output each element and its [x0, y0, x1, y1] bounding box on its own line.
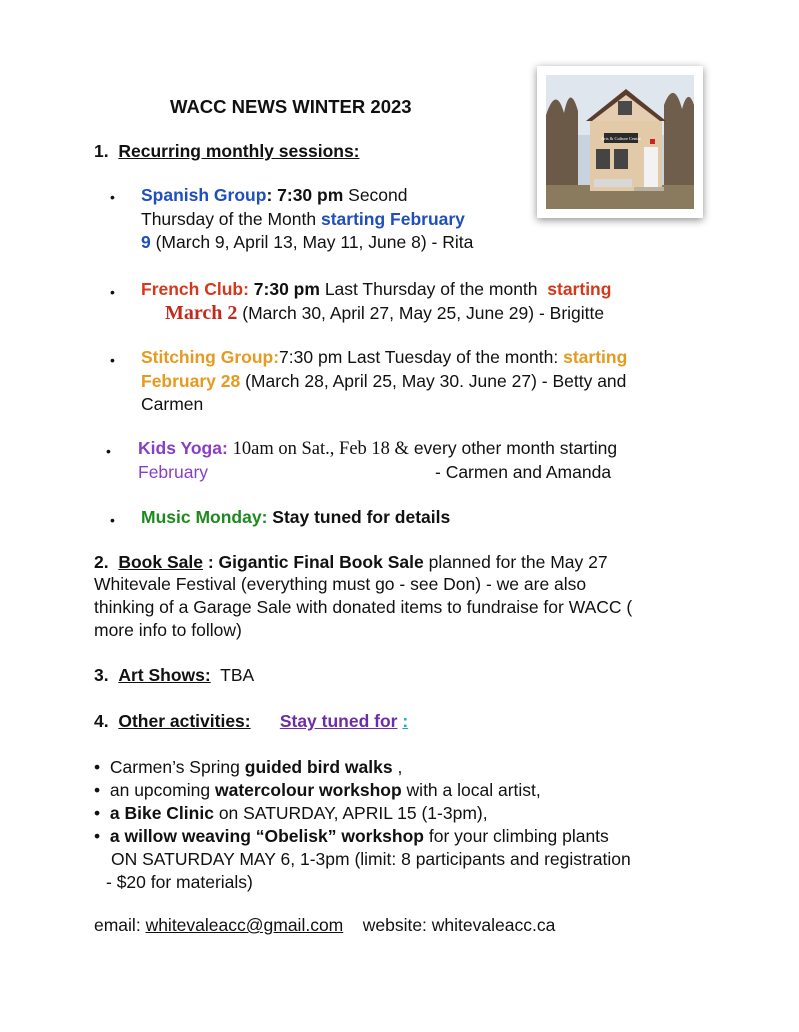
bullet-music: •: [110, 512, 115, 528]
french-start-date: March 2: [165, 302, 238, 324]
website-label: website:: [362, 915, 427, 935]
spanish-line1: [141, 184, 408, 206]
activity-text-end: for your climbing plants: [428, 826, 609, 846]
activity-item: [94, 802, 488, 824]
section2-line4: more info to follow): [94, 620, 242, 640]
bullet-french: •: [110, 284, 115, 300]
french-line1-rest: Last Thursday of the month: [324, 279, 538, 299]
spanish-line3: [141, 231, 473, 253]
kids-yoga-when: 10am on Sat., Feb 18 &: [232, 439, 409, 459]
kids-line1: [138, 437, 617, 460]
section2-line1: [94, 551, 608, 573]
section2-title: Book Sale: [118, 552, 203, 572]
activity-text: an upcoming: [109, 780, 211, 800]
section3-value: TBA: [220, 665, 255, 685]
section3-line: [94, 664, 254, 686]
french-line1: [141, 278, 611, 300]
website-url: whitevaleacc.ca: [431, 915, 556, 935]
section2-number: 2.: [94, 552, 109, 572]
kids-leaders: - Carmen and Amanda: [435, 462, 612, 482]
bullet-stitching: •: [110, 352, 115, 368]
building-sign: Arts & Culture Centre: [600, 136, 642, 141]
spanish-time: 7:30 pm: [277, 185, 344, 205]
section4-stay-tuned: Stay tuned for: [279, 711, 398, 731]
bullet-kids: •: [106, 443, 111, 459]
community-centre-photo: [537, 66, 703, 218]
section1-title: Recurring monthly sessions:: [118, 141, 360, 161]
stitching-line1-rest: 7:30 pm Last Tuesday of the month:: [279, 347, 559, 367]
activity-bold: watercolour workshop: [214, 780, 402, 800]
activity-bullet: •: [94, 757, 101, 777]
building-photo-image: [546, 75, 694, 209]
activity-item: [94, 756, 402, 778]
activity-item4-line3: - $20 for materials): [106, 872, 253, 892]
activity-bold: a Bike Clinic: [109, 803, 214, 823]
section2-line3: thinking of a Garage Sale with donated items to fundraise for WACC (: [94, 597, 633, 617]
spanish-start-day: 9: [141, 232, 151, 252]
activity-item: [94, 779, 541, 801]
section4-heading: [94, 710, 408, 732]
section2-line1-rest: planned for the May 27: [428, 552, 608, 572]
section3-title: Art Shows:: [118, 665, 211, 685]
section1-heading: [94, 140, 360, 162]
activity-text-end: with a local artist,: [406, 780, 541, 800]
activity-text: Carmen’s Spring: [109, 757, 240, 777]
section3-number: 3.: [94, 665, 109, 685]
kids-line1-rest: every other month starting: [413, 438, 618, 458]
kids-yoga-name: Kids Yoga:: [138, 438, 228, 458]
stitching-start-date: February 28: [141, 371, 241, 391]
spanish-dates: (March 9, April 13, May 11, June 8) - Rita: [155, 232, 474, 252]
bullet-spanish: •: [110, 189, 115, 205]
french-line2: [165, 302, 604, 324]
activity-bullet: •: [94, 826, 101, 846]
email-link[interactable]: whitevaleacc@gmail.com: [145, 915, 344, 935]
section2-colon: :: [202, 552, 219, 572]
french-dates: (March 30, April 27, May 25, June 29) - Brigitte: [242, 303, 605, 323]
section2-bold: Gigantic Final Book Sale: [218, 552, 424, 572]
activity-bold: guided bird walks: [244, 757, 393, 777]
stitching-line1: [141, 346, 627, 368]
activity-bullet: •: [94, 780, 101, 800]
spanish-line1-rest: Second: [348, 185, 408, 205]
spanish-group-name: Spanish Group: [141, 185, 267, 205]
activity-bold: a willow weaving “Obelisk” workshop: [109, 826, 424, 846]
spanish-line2: [141, 208, 465, 230]
newsletter-title: WACC NEWS WINTER 2023: [170, 96, 412, 117]
spanish-line2-plain: Thursday of the Month: [141, 209, 317, 229]
french-starting: starting: [547, 279, 612, 299]
stitching-group-name: Stitching Group:: [141, 347, 280, 367]
activity-text-end: ,: [397, 757, 403, 777]
stitching-line2: [141, 370, 626, 392]
section4-colon: :: [402, 711, 409, 731]
music-monday-name: Music Monday:: [141, 507, 268, 527]
contact-line: [94, 914, 555, 936]
activity-item: [94, 825, 609, 847]
email-label: email:: [94, 915, 141, 935]
stitching-dates: (March 28, April 25, May 30. June 27) - Betty and: [245, 371, 627, 391]
stitching-line3: Carmen: [141, 394, 204, 414]
section2-line2: Whitevale Festival (everything must go - see Don) - we are also: [94, 574, 587, 594]
spanish-starting: starting February: [320, 209, 465, 229]
section4-title: Other activities:: [118, 711, 251, 731]
music-monday-detail: Stay tuned for details: [272, 507, 451, 527]
kids-month: February: [138, 462, 209, 482]
spanish-colon: :: [266, 185, 273, 205]
activity-item4-line2: ON SATURDAY MAY 6, 1-3pm (limit: 8 participants and registration: [111, 849, 631, 869]
activity-text-end: on SATURDAY, APRIL 15 (1-3pm),: [218, 803, 488, 823]
section4-number: 4.: [94, 711, 109, 731]
activity-bullet: •: [94, 803, 101, 823]
french-club-name: French Club:: [141, 279, 249, 299]
french-time: 7:30 pm: [253, 279, 320, 299]
section1-number: 1.: [94, 141, 109, 161]
stitching-starting: starting: [563, 347, 628, 367]
music-line: [141, 506, 450, 528]
